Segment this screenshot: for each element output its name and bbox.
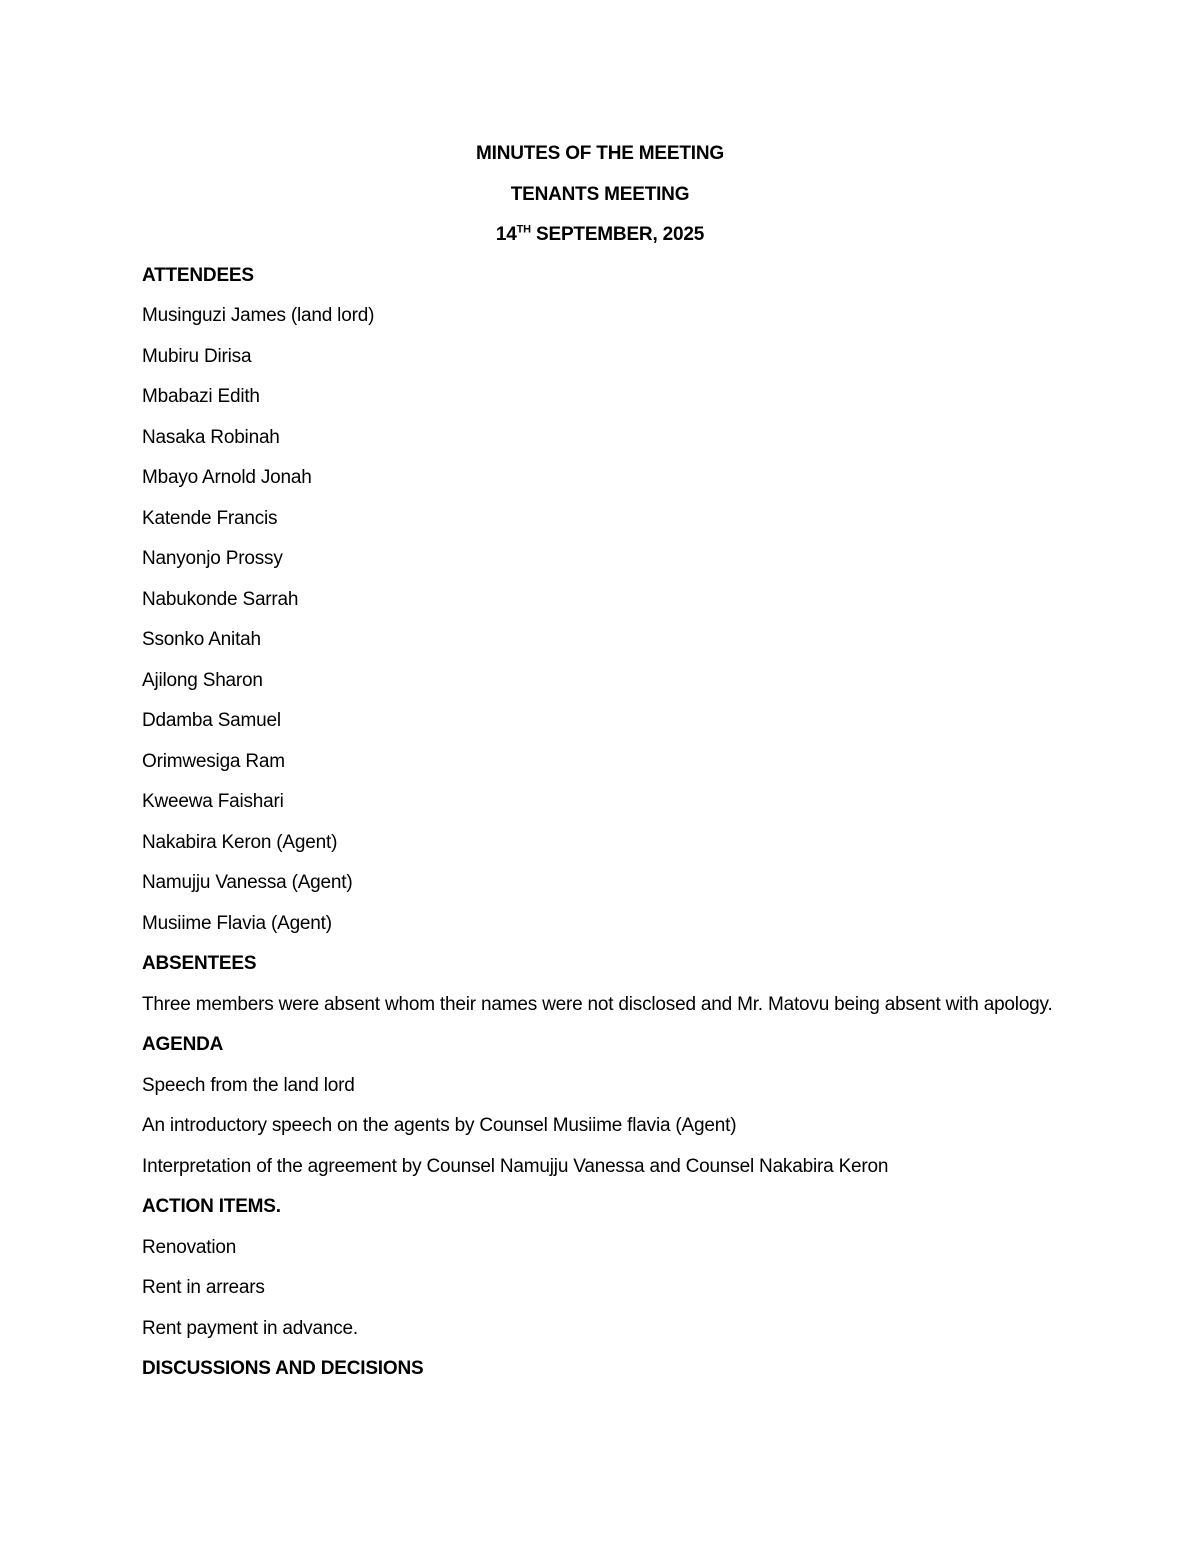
action-items-list (142, 1233, 1058, 1355)
agenda-heading: AGENDA (142, 1034, 224, 1055)
attendee-name: Mbabazi Edith (142, 386, 260, 407)
action-item: Renovation (142, 1236, 237, 1258)
attendee-name: Ajilong Sharon (142, 669, 263, 691)
agenda-list (142, 1071, 1058, 1193)
action-item: Rent in arrears (142, 1277, 265, 1298)
date-suffix: TH (516, 223, 531, 236)
attendee-name: Musinguzi James (land lord) (142, 305, 375, 326)
document-title: MINUTES OF THE MEETING (476, 143, 724, 164)
date-day: 14 (495, 224, 517, 245)
document-content (142, 139, 1058, 1395)
attendee-name: Ssonko Anitah (142, 629, 261, 650)
attendee-name: Katende Francis (142, 507, 278, 529)
attendee-name: Kweewa Faishari (142, 791, 284, 812)
agenda-item: Speech from the land lord (142, 1074, 355, 1096)
attendee-name: Musiime Flavia (Agent) (142, 912, 332, 934)
attendee-name: Mbayo Arnold Jonah (142, 467, 312, 488)
attendees-list (142, 301, 1058, 949)
absentees-text: Three members were absent whom their names were not disclosed and Mr. Matovu being absent with apology. (142, 993, 1053, 1015)
attendee-name: Mubiru Dirisa (142, 345, 252, 367)
date-rest: SEPTEMBER, 2025 (530, 224, 705, 245)
absentees-heading: ABSENTEES (142, 953, 257, 974)
agenda-item: An introductory speech on the agents by Counsel Musiime flavia (Agent) (142, 1115, 737, 1136)
discussions-heading: DISCUSSIONS AND DECISIONS (142, 1358, 424, 1379)
attendee-name: Nakabira Keron (Agent) (142, 831, 338, 853)
action-item: Rent payment in advance. (142, 1317, 358, 1339)
attendees-heading: ATTENDEES (142, 264, 254, 286)
agenda-item: Interpretation of the agreement by Counsel Namujju Vanessa and Counsel Nakabira Keron (142, 1155, 889, 1177)
meeting-date (142, 220, 1058, 261)
attendee-name: Ddamba Samuel (142, 710, 281, 731)
action-items-heading: ACTION ITEMS. (142, 1196, 281, 1217)
attendee-name: Namujju Vanessa (Agent) (142, 872, 353, 893)
attendee-name: Nabukonde Sarrah (142, 588, 299, 610)
attendee-name: Orimwesiga Ram (142, 750, 285, 772)
attendee-name: Nanyonjo Prossy (142, 548, 283, 569)
document-subtitle: TENANTS MEETING (510, 183, 690, 205)
attendee-name: Nasaka Robinah (142, 426, 280, 448)
